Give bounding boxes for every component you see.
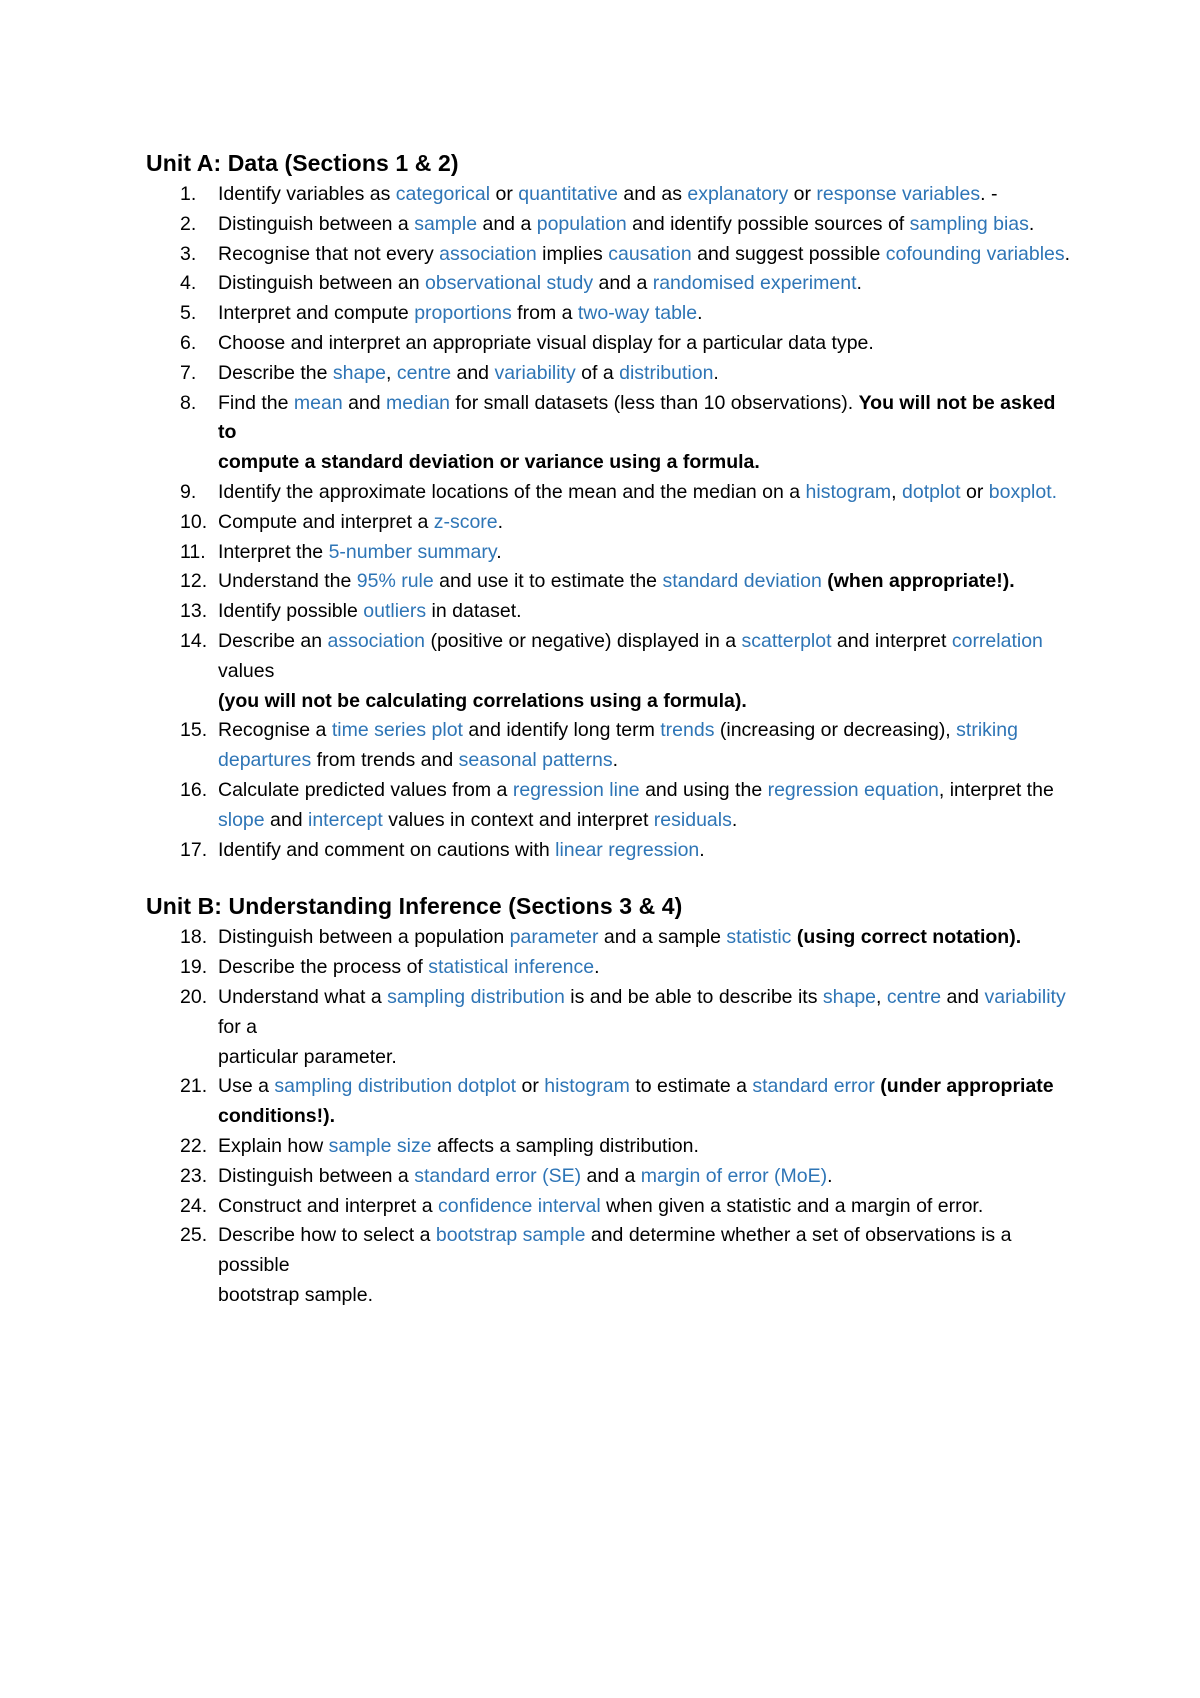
keyword-term: trends: [660, 719, 715, 742]
keyword-term: shape: [332, 361, 387, 384]
keyword-term: sampling distribution: [387, 985, 565, 1008]
objective-number: 9.: [180, 480, 197, 503]
objective-text: [218, 362, 719, 384]
objective-text: [218, 956, 600, 978]
objective-text-run: and using the: [639, 778, 768, 801]
objective-item: [146, 1162, 1076, 1192]
objective-number: 20.: [180, 985, 208, 1008]
keyword-term: sample: [414, 212, 478, 235]
objective-text-run: and interpret: [831, 629, 952, 652]
objective-text-run: Describe the process of: [218, 956, 429, 979]
objective-text-run: affects a sampling distribution.: [431, 1134, 699, 1157]
objective-text: [218, 1135, 699, 1157]
objective-text-run: ,: [876, 985, 887, 1008]
objective-text-run: or: [788, 183, 817, 205]
objective-item: [146, 836, 1076, 866]
keyword-term: statistical inference: [428, 956, 595, 979]
objective-text-run: and identify possible sources of: [626, 212, 910, 235]
objective-text-run: ,: [891, 480, 903, 503]
objective-item: [146, 389, 1076, 478]
objective-text-run: Distinguish between a population: [218, 926, 510, 949]
objective-item: [146, 1221, 1076, 1310]
objective-number: 13.: [180, 600, 208, 623]
objective-text-run: and: [342, 391, 387, 414]
objective-text-run: to estimate a: [629, 1075, 753, 1098]
objective-text-run: Describe an: [218, 629, 328, 652]
keyword-term: slope: [218, 808, 265, 831]
objective-text-run: Recognise that not every: [218, 242, 440, 265]
keyword-term: randomised experiment: [652, 272, 857, 295]
objective-text-run: Distinguish between an: [218, 272, 426, 295]
keyword-term: median: [386, 391, 451, 414]
keyword-term: centre: [396, 361, 452, 384]
objective-item: [146, 180, 1076, 210]
keyword-term: quantitative: [518, 183, 619, 205]
objective-number: 8.: [180, 391, 197, 414]
objective-number: 17.: [180, 838, 208, 861]
objective-number: 2.: [180, 212, 197, 235]
objective-text-run: .: [1064, 242, 1071, 265]
objective-item: [146, 923, 1076, 953]
objective-text: [218, 630, 1076, 716]
objective-number: 23.: [180, 1164, 208, 1187]
objective-text-run: Recognise a: [218, 719, 332, 742]
objective-text-run: Interpret and compute: [218, 302, 415, 325]
objective-text: [218, 570, 1015, 592]
objective-text-run: .: [594, 956, 600, 979]
keyword-term: regression equation: [767, 778, 939, 801]
objective-number: 3.: [180, 242, 197, 265]
objective-text-run: Identify the approximate locations of the mean and the median on a: [218, 480, 806, 503]
bold-note: conditions!).: [218, 1105, 335, 1128]
objective-text-run: .: [827, 1164, 833, 1187]
keyword-term: regression line: [512, 778, 640, 801]
keyword-term: seasonal patterns: [458, 749, 613, 772]
objective-text: [218, 719, 1018, 771]
keyword-term: standard error: [752, 1075, 875, 1098]
objective-text-run: Find the: [218, 391, 294, 414]
objective-text: [218, 986, 1076, 1072]
objective-text-run: (positive or negative) displayed in a: [425, 629, 742, 652]
objective-number: 1.: [180, 183, 197, 205]
objective-number: 14.: [180, 629, 208, 652]
objective-item: [146, 1132, 1076, 1162]
keyword-term: association: [439, 242, 537, 265]
objective-text-run: and a: [593, 272, 653, 295]
objective-text-run: Use a: [218, 1075, 275, 1098]
keyword-term: shape: [822, 985, 877, 1008]
objective-number: 15.: [180, 719, 208, 742]
objective-text-run: from trends and: [311, 749, 459, 772]
objective-text-run: and use it to estimate the: [433, 570, 663, 593]
objective-number: 12.: [180, 570, 208, 593]
objective-text-run: or: [960, 480, 989, 503]
objective-text-run: and as: [618, 183, 688, 205]
objective-text-run: .: [496, 540, 502, 563]
keyword-term: centre: [886, 985, 942, 1008]
objective-text-run: .: [731, 808, 738, 831]
objective-text-run: .: [856, 272, 862, 295]
objective-text: [218, 213, 1034, 235]
bold-note: (under appropriate: [874, 1075, 1054, 1098]
keyword-term: distribution: [619, 361, 714, 384]
objective-text-run: is and be able to describe its: [564, 985, 823, 1008]
keyword-term: time series plot: [331, 719, 463, 742]
objective-number: 18.: [180, 926, 208, 949]
objective-item: [146, 269, 1076, 299]
bold-note: (using correct notation).: [791, 926, 1022, 949]
objective-item: [146, 983, 1076, 1072]
document-page: [146, 146, 1076, 1311]
objective-item: [146, 508, 1076, 538]
objective-text-run: Understand what a: [218, 985, 388, 1008]
objective-text-run: for small datasets (less than 10 observations).: [450, 391, 859, 414]
objective-text-run: of a: [575, 361, 620, 384]
objective-text-run: .: [612, 749, 618, 772]
objective-text-run: Identify and comment on cautions with: [218, 838, 556, 861]
unit-a-heading: Unit A: Data (Sections 1 & 2): [146, 150, 459, 176]
keyword-term: two-way table: [577, 302, 698, 325]
keyword-term: causation: [608, 242, 692, 265]
objective-text-run: Understand the: [218, 570, 357, 593]
objective-text-run: implies: [536, 242, 609, 265]
objective-text-run: when given a statistic and a margin of error.: [600, 1194, 984, 1217]
objective-number: 7.: [180, 361, 197, 384]
objective-text: [218, 1075, 1076, 1132]
objective-item: [146, 359, 1076, 389]
keyword-term: dotplot: [902, 480, 961, 503]
objective-text: [218, 243, 1070, 265]
objective-text-run: and suggest possible: [691, 242, 886, 265]
objective-text-run: Distinguish between a: [218, 212, 415, 235]
objective-number: 5.: [180, 302, 197, 325]
objective-text: [218, 600, 522, 622]
objective-item: [146, 953, 1076, 983]
objective-text-run: Identify possible: [218, 600, 364, 623]
objective-text-run: and a sample: [598, 926, 727, 949]
objective-text-run: values in context and interpret: [382, 808, 654, 831]
objective-item: [146, 210, 1076, 240]
keyword-term: 95% rule: [356, 570, 434, 593]
keyword-term: confidence interval: [438, 1194, 601, 1217]
objective-number: 21.: [180, 1075, 208, 1098]
keyword-term: linear regression: [555, 838, 700, 861]
objective-text-run: Compute and interpret a: [218, 510, 434, 533]
objective-text: [218, 332, 874, 354]
keyword-term: sampling distribution dotplot: [274, 1075, 517, 1098]
keyword-term: parameter: [509, 926, 599, 949]
objective-text: [218, 392, 1076, 478]
bold-note: (you will not be calculating correlations using a formula).: [218, 689, 747, 712]
unit-b-objectives-list: [146, 923, 1076, 1310]
objective-item: [146, 299, 1076, 329]
objective-item: [146, 1072, 1076, 1132]
objective-text-run: values: [218, 659, 275, 682]
keyword-term: sampling bias: [909, 212, 1029, 235]
objective-number: 16.: [180, 778, 208, 801]
objective-text-run: bootstrap sample.: [218, 1283, 374, 1306]
objective-text-run: in dataset.: [426, 600, 522, 623]
objective-text: [218, 272, 862, 294]
objective-text-run: and determine whether a set of observations is a possible: [218, 1224, 1012, 1277]
keyword-term: statistic: [726, 926, 792, 949]
keyword-term: association: [327, 629, 426, 652]
objective-text-run: .: [1028, 212, 1035, 235]
objective-text-run: Choose and interpret an appropriate visual display for a particular data type.: [218, 331, 874, 354]
keyword-term: scatterplot: [741, 629, 832, 652]
keyword-term: boxplot.: [988, 480, 1058, 503]
objective-text: [218, 183, 997, 205]
keyword-term: cofounding variables: [885, 242, 1065, 265]
keyword-term: standard error (SE): [414, 1164, 582, 1187]
objective-item: [146, 776, 1076, 836]
objective-text: [218, 779, 1054, 831]
objective-item: [146, 329, 1076, 359]
objective-item: [146, 240, 1076, 270]
objective-text-run: .: [699, 838, 705, 861]
objective-text-run: or: [516, 1075, 545, 1098]
keyword-term: histogram: [805, 480, 892, 503]
objective-text-run: for a: [218, 1015, 258, 1038]
keyword-term: mean: [293, 391, 343, 414]
keyword-term: sample size: [328, 1134, 432, 1157]
keyword-term: proportions: [414, 302, 512, 325]
objective-text-run: and a: [581, 1164, 641, 1187]
objective-text: [218, 839, 705, 861]
objective-text-run: and: [451, 361, 495, 384]
keyword-term: standard deviation: [662, 570, 822, 593]
objective-text: [218, 1195, 983, 1217]
objective-item: [146, 627, 1076, 716]
objective-text: [218, 481, 1057, 503]
objective-text-run: .: [697, 302, 703, 325]
objective-text-run: Describe how to select a: [218, 1224, 436, 1247]
objective-text-run: , interpret the: [938, 778, 1054, 801]
keyword-term: variability: [984, 985, 1066, 1008]
keyword-term: margin of error (MoE): [640, 1164, 828, 1187]
objective-number: 25.: [180, 1224, 208, 1247]
objective-number: 19.: [180, 956, 208, 979]
keyword-term: variability: [494, 361, 576, 384]
keyword-term: categorical: [395, 183, 491, 205]
objective-text: [218, 926, 1021, 948]
keyword-term: population: [536, 212, 627, 235]
keyword-term: correlation: [951, 629, 1043, 652]
unit-b-section: [146, 889, 1076, 1310]
objective-text-run: or: [490, 183, 519, 205]
bold-note: (when appropriate!).: [821, 570, 1015, 593]
objective-text-run: Interpret the: [218, 540, 329, 563]
objective-item: [146, 567, 1076, 597]
keyword-term: histogram: [544, 1075, 630, 1098]
keyword-term: intercept: [308, 808, 383, 831]
objective-text-run: Identify variables as: [218, 183, 396, 205]
bold-note: You will not be asked to: [218, 391, 1056, 444]
objective-text: [218, 541, 502, 563]
objective-text: [218, 1165, 833, 1187]
objective-item: [146, 478, 1076, 508]
keyword-term: bootstrap sample: [435, 1224, 586, 1247]
objective-item: [146, 597, 1076, 627]
objective-text-run: (increasing or decreasing),: [714, 719, 957, 742]
keyword-term: outliers: [363, 600, 427, 623]
objective-text-run: .: [497, 510, 504, 533]
objective-item: [146, 1192, 1076, 1222]
objective-text-run: and a: [477, 212, 537, 235]
objective-text-run: Explain how: [218, 1134, 329, 1157]
objective-number: 6.: [180, 331, 197, 354]
objective-text: [218, 511, 503, 533]
bold-note: compute a standard deviation or variance using a formula.: [218, 451, 760, 474]
objective-text-run: ,: [386, 361, 397, 384]
objective-number: 10.: [180, 510, 208, 533]
objective-text: [218, 1224, 1076, 1310]
unit-a-objectives-list: [146, 180, 1076, 865]
objective-number: 4.: [180, 272, 197, 295]
unit-a-section: [146, 146, 1076, 865]
keyword-term: response variables: [816, 183, 981, 205]
objective-text-run: Describe the: [218, 361, 333, 384]
objective-text-run: . -: [980, 183, 998, 205]
keyword-term: explanatory: [687, 183, 789, 205]
objective-text-run: and: [941, 985, 985, 1008]
objective-text: [218, 302, 703, 324]
objective-item: [146, 716, 1076, 776]
unit-b-heading: Unit B: Understanding Inference (Sections 3 & 4): [146, 893, 683, 920]
objective-item: [146, 538, 1076, 568]
keyword-term: z-score: [433, 510, 498, 533]
objective-text-run: and: [264, 808, 308, 831]
objective-text-run: Calculate predicted values from a: [218, 778, 513, 801]
objective-number: 11.: [180, 540, 206, 563]
objective-number: 24.: [180, 1194, 208, 1217]
objective-number: 22.: [180, 1134, 208, 1157]
objective-text-run: particular parameter.: [218, 1045, 397, 1068]
objective-text-run: Distinguish between a: [218, 1164, 415, 1187]
objective-text-run: and identify long term: [462, 719, 661, 742]
keyword-term: striking departures: [218, 719, 1018, 772]
keyword-term: residuals: [653, 808, 732, 831]
objective-text-run: from a: [511, 302, 578, 325]
objective-text-run: .: [713, 361, 719, 384]
keyword-term: 5-number summary: [328, 540, 497, 563]
objective-text-run: Construct and interpret a: [218, 1194, 439, 1217]
keyword-term: observational study: [425, 272, 594, 295]
